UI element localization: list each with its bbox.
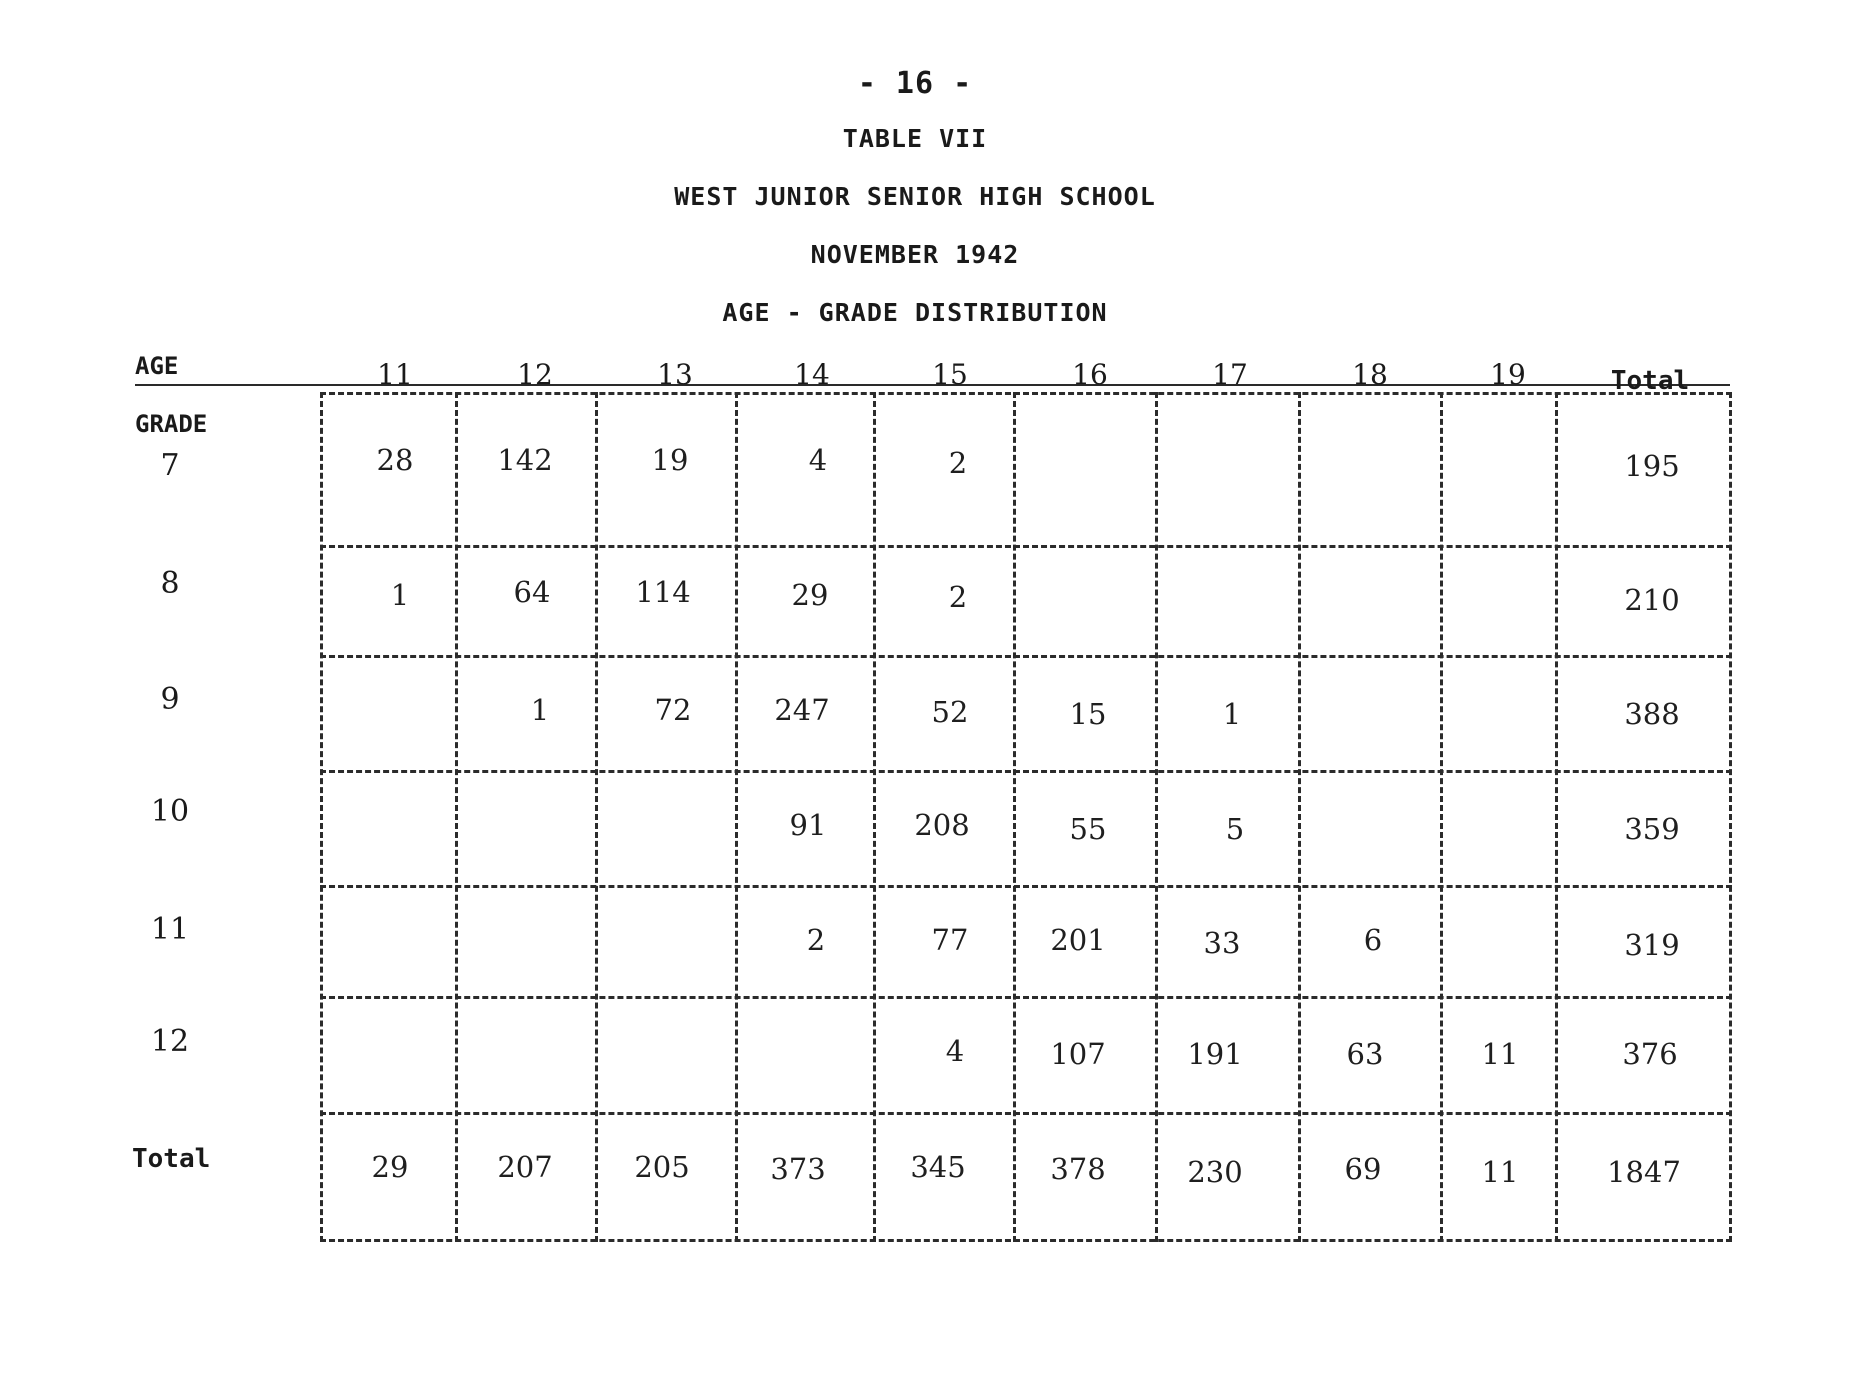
table-cell: 208	[914, 808, 970, 842]
grid-row-divider	[320, 885, 1732, 888]
table-cell: 107	[1050, 1037, 1106, 1071]
table-cell: 230	[1187, 1155, 1243, 1189]
table-number: TABLE VII	[842, 124, 988, 153]
row-label-grade-10: 10	[150, 794, 190, 829]
grid-row-divider	[320, 770, 1732, 773]
table-cell: 55	[1069, 812, 1107, 846]
table-cell: 114	[635, 575, 691, 609]
table-cell: 11	[1481, 1155, 1519, 1189]
table-cell: 4	[945, 1034, 965, 1068]
table-cell: 207	[497, 1150, 553, 1184]
column-header-age-18: 18	[1352, 358, 1388, 391]
table-cell: 345	[910, 1150, 966, 1184]
table-cell: 1847	[1607, 1155, 1681, 1189]
table-cell: 378	[1050, 1152, 1106, 1186]
table-cell: 2	[948, 446, 968, 480]
table-cell: 52	[931, 695, 969, 729]
age-axis-label: AGE	[135, 352, 179, 380]
table-cell: 195	[1624, 449, 1680, 483]
table-cell: 142	[497, 443, 553, 477]
column-header-age-14: 14	[794, 358, 830, 391]
column-header-age-11: 11	[377, 358, 413, 391]
table-cell: 19	[651, 443, 689, 477]
table-cell: 5	[1225, 812, 1245, 846]
table-cell: 205	[634, 1150, 690, 1184]
column-header-age-19: 19	[1490, 358, 1526, 391]
column-header-age-12: 12	[517, 358, 553, 391]
table-cell: 1	[390, 578, 410, 612]
school-name: WEST JUNIOR SENIOR HIGH SCHOOL	[674, 182, 1156, 211]
table-subtitle: AGE - GRADE DISTRIBUTION	[722, 298, 1108, 327]
row-label-grade-12: 12	[150, 1024, 190, 1059]
page-number: - 16 -	[857, 66, 973, 101]
table-cell: 11	[1481, 1037, 1519, 1071]
column-header-age-15: 15	[932, 358, 968, 391]
table-cell: 33	[1203, 926, 1241, 960]
table-cell: 63	[1346, 1037, 1384, 1071]
column-header-age-16: 16	[1072, 358, 1108, 391]
table-cell: 359	[1624, 812, 1680, 846]
table-cell: 6	[1363, 923, 1383, 957]
table-cell: 1	[530, 693, 550, 727]
grid-row-divider	[320, 1112, 1732, 1115]
table-cell: 72	[654, 693, 692, 727]
column-header-total: Total	[1610, 366, 1690, 396]
table-cell: 69	[1344, 1152, 1382, 1186]
table-cell: 210	[1624, 583, 1680, 617]
report-date: NOVEMBER 1942	[810, 240, 1020, 269]
table-cell: 77	[931, 923, 969, 957]
row-label-grade-9: 9	[160, 682, 180, 717]
table-cell: 388	[1624, 697, 1680, 731]
table-cell: 1	[1222, 697, 1242, 731]
row-label-grade-11: 11	[150, 912, 190, 947]
row-label-total: Total	[132, 1144, 211, 1174]
column-header-age-13: 13	[657, 358, 693, 391]
table-cell: 29	[371, 1150, 409, 1184]
table-cell: 376	[1622, 1037, 1678, 1071]
table-cell: 4	[808, 443, 828, 477]
grid-row-divider	[320, 996, 1732, 999]
grid-row-divider	[320, 545, 1732, 548]
table-cell: 319	[1624, 928, 1680, 962]
grade-axis-label: GRADE	[135, 410, 208, 438]
row-label-grade-7: 7	[160, 448, 180, 483]
grid-row-divider	[320, 655, 1732, 658]
table-cell: 91	[789, 808, 827, 842]
table-cell: 191	[1187, 1037, 1243, 1071]
table-cell: 247	[774, 693, 830, 727]
table-cell: 15	[1069, 697, 1107, 731]
table-cell: 2	[806, 923, 826, 957]
row-label-grade-8: 8	[160, 566, 180, 601]
table-cell: 29	[791, 578, 829, 612]
column-header-age-17: 17	[1212, 358, 1248, 391]
table-cell: 201	[1050, 923, 1106, 957]
table-cell: 373	[770, 1152, 826, 1186]
table-cell: 64	[513, 575, 551, 609]
table-cell: 28	[376, 443, 414, 477]
table-cell: 2	[948, 580, 968, 614]
